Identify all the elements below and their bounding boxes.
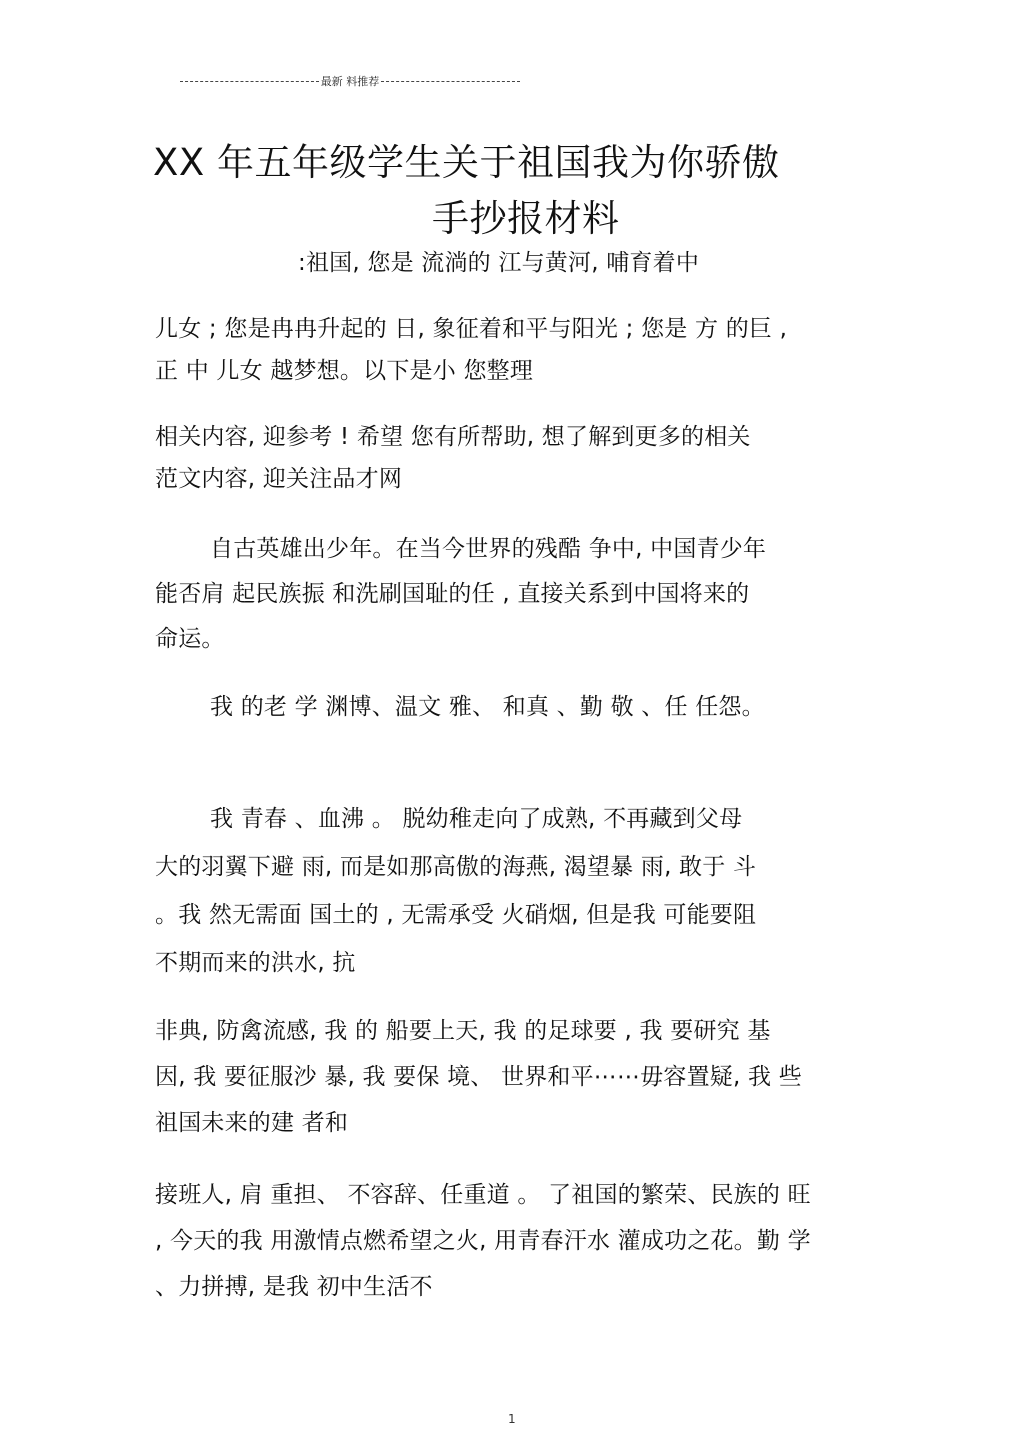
body-line: 相关内容, 迎参考 ! 希望 您有所帮助, 想了解到更多的相关 bbox=[155, 424, 751, 450]
body-line: 不期而来的洪水, 抗 bbox=[155, 950, 356, 976]
body-line: :祖国, 您是 流淌的 江与黄河, 哺育着中 bbox=[298, 250, 700, 276]
body-line: 。我 然无需面 国土的 , 无需承受 火硝烟, 但是我 可能要阻 bbox=[155, 902, 757, 928]
body-line: 我 青春 、血沸 。 脱幼稚走向了成熟, 不再藏到父母 bbox=[210, 806, 743, 832]
body-line: 正 中 儿女 越梦想。以下是小 您整理 bbox=[155, 358, 534, 384]
body-line: , 今天的我 用激情点燃希望之火, 用青春汗水 灌成功之花。勤 学 bbox=[155, 1228, 811, 1254]
body-line: 接班人, 肩 重担、 不容辞、任重道 。 了祖国的繁荣、民族的 旺 bbox=[155, 1182, 811, 1208]
running-header bbox=[180, 72, 520, 90]
body-line: 能否肩 起民族振 和洗刷国耻的任 , 直接关系到中国将来的 bbox=[155, 581, 750, 607]
body-line: 大的羽翼下避 雨, 而是如那高傲的海燕, 渴望暴 雨, 敢于 斗 bbox=[155, 854, 757, 880]
document-title-line-1: XX 年五年级学生关于祖国我为你骄傲 bbox=[153, 141, 780, 184]
header-rule-left bbox=[180, 81, 319, 82]
body-line: 范文内容, 迎关注品才网 bbox=[155, 466, 403, 492]
body-line: 、力拼搏, 是我 初中生活不 bbox=[155, 1274, 433, 1300]
body-line: 祖国未来的建 者和 bbox=[155, 1110, 349, 1136]
page-number: 1 bbox=[508, 1412, 516, 1426]
body-line: 因, 我 要征服沙 暴, 我 要保 境、 世界和平⋯⋯毋容置疑, 我 些 bbox=[155, 1064, 802, 1090]
body-line: 我 的老 学 渊博、温文 雅、 和真 、勤 敬 、任 任怨。 bbox=[210, 694, 765, 720]
document-title-line-2: 手抄报材料 bbox=[432, 197, 620, 240]
body-line: 命运。 bbox=[155, 626, 225, 652]
header-rule-right bbox=[381, 81, 520, 82]
body-line: 非典, 防禽流感, 我 的 船要上天, 我 的足球要 , 我 要研究 基 bbox=[155, 1018, 771, 1044]
body-line: 自古英雄出少年。在当今世界的残酷 争中, 中国青少年 bbox=[210, 536, 767, 562]
header-label: 最新 料推荐 bbox=[320, 75, 380, 88]
body-line: 儿女 ; 您是冉冉升起的 日, 象征着和平与阳光 ; 您是 方 的巨 , bbox=[155, 316, 788, 342]
